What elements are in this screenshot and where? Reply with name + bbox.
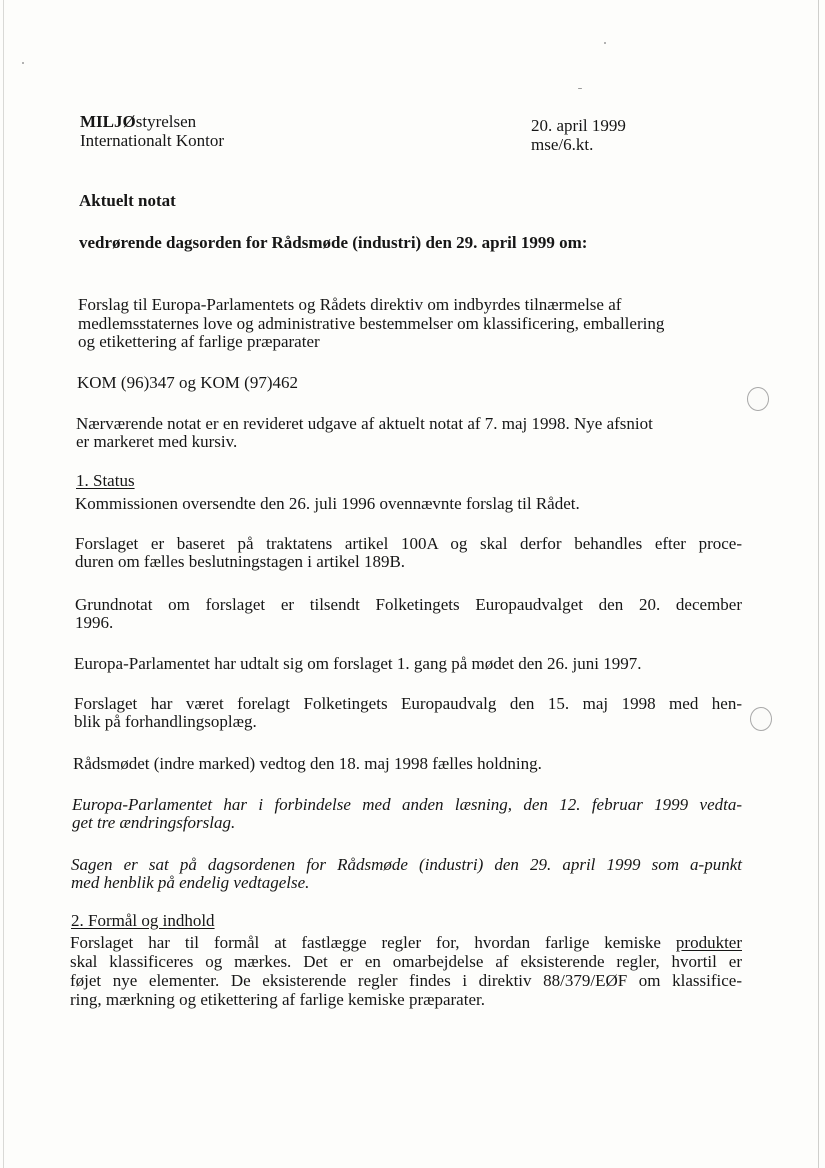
underlined-word: produkter [675,933,742,952]
content-paragraph-line: skal klassificeres og mærkes. Det er en omarbejdelse af eksisterende regler, hvortil er [70,952,742,971]
section-1-heading: 1. Status [76,471,135,490]
proposal-line: og etikettering af farlige præparater [78,332,320,351]
punch-hole-mark [747,387,769,411]
revision-note-line: er markeret med kursiv. [76,432,238,451]
scan-edge-right [818,0,819,1168]
status-paragraph: Grundnotat om forslaget er tilsendt Folketingets Europaudvalget den 20. december [75,595,742,614]
status-paragraph: Kommissionen oversendte den 26. juli 1996 ovennævnte forslag til Rådet. [75,494,580,513]
italic-new-paragraph: Sagen er sat på dagsordenen for Rådsmøde (industri) den 29. april 1999 som a-punkt [71,855,742,874]
content-text: Forslaget har til formål at fastlægge regler for, hvordan farlige kemiske [70,933,676,952]
sender-office: Internationalt Kontor [80,131,224,150]
document-date: 20. april 1999 [531,116,626,135]
italic-new-paragraph-continued: get tre ændringsforslag. [72,813,236,832]
org-name-bold: MILJØ [80,112,136,131]
document-subtitle: vedrørende dagsorden for Rådsmøde (industri) den 29. april 1999 om: [79,233,588,252]
content-paragraph-line [70,934,742,952]
italic-new-paragraph-continued: med henblik på endelig vedtagelse. [71,873,310,892]
content-paragraph-line: føjet nye elementer. De eksisterende regler findes i direktiv 88/379/EØF om klassifice- [70,971,742,990]
proposal-line: Forslag til Europa-Parlamentets og Rådets direktiv om indbyrdes tilnærmelse af [78,295,622,314]
scan-speck [604,42,606,44]
document-reference: mse/6.kt. [531,135,594,154]
status-paragraph-continued: duren om fælles beslutningstagen i artikel 189B. [75,552,406,571]
status-paragraph: Rådsmødet (indre marked) vedtog den 18. maj 1998 fælles holdning. [73,754,542,773]
sender-organization [80,113,196,131]
status-paragraph: Europa-Parlamentet har udtalt sig om forslaget 1. gang på mødet den 26. juni 1997. [74,654,642,673]
document-title: Aktuelt notat [79,191,176,210]
content-paragraph-line: ring, mærkning og etikettering af farlige kemiske præparater. [70,990,485,1009]
status-paragraph-continued: blik på forhandlingsoplæg. [74,712,257,731]
italic-new-paragraph: Europa-Parlamentet har i forbindelse med anden læsning, den 12. februar 1999 vedta- [72,795,742,814]
proposal-reference: KOM (96)347 og KOM (97)462 [77,373,298,392]
punch-hole-mark [750,707,772,731]
status-paragraph: Forslaget har været forelagt Folketingets Europaudvalg den 15. maj 1998 med hen- [74,694,742,713]
proposal-line: medlemsstaternes love og administrative bestemmelser om klassificering, emballering [78,314,665,333]
revision-note-line: Nærværende notat er en revideret udgave af aktuelt notat af 7. maj 1998. Nye afsniot [76,414,653,433]
status-paragraph: Forslaget er baseret på traktatens artikel 100A og skal derfor behandles efter proce- [75,534,742,553]
scan-speck [22,62,24,64]
scan-edge-left [3,0,4,1168]
scan-speck [578,88,582,89]
section-2-heading: 2. Formål og indhold [71,911,215,930]
status-paragraph-continued: 1996. [75,613,114,632]
org-name-rest: styrelsen [135,112,197,131]
